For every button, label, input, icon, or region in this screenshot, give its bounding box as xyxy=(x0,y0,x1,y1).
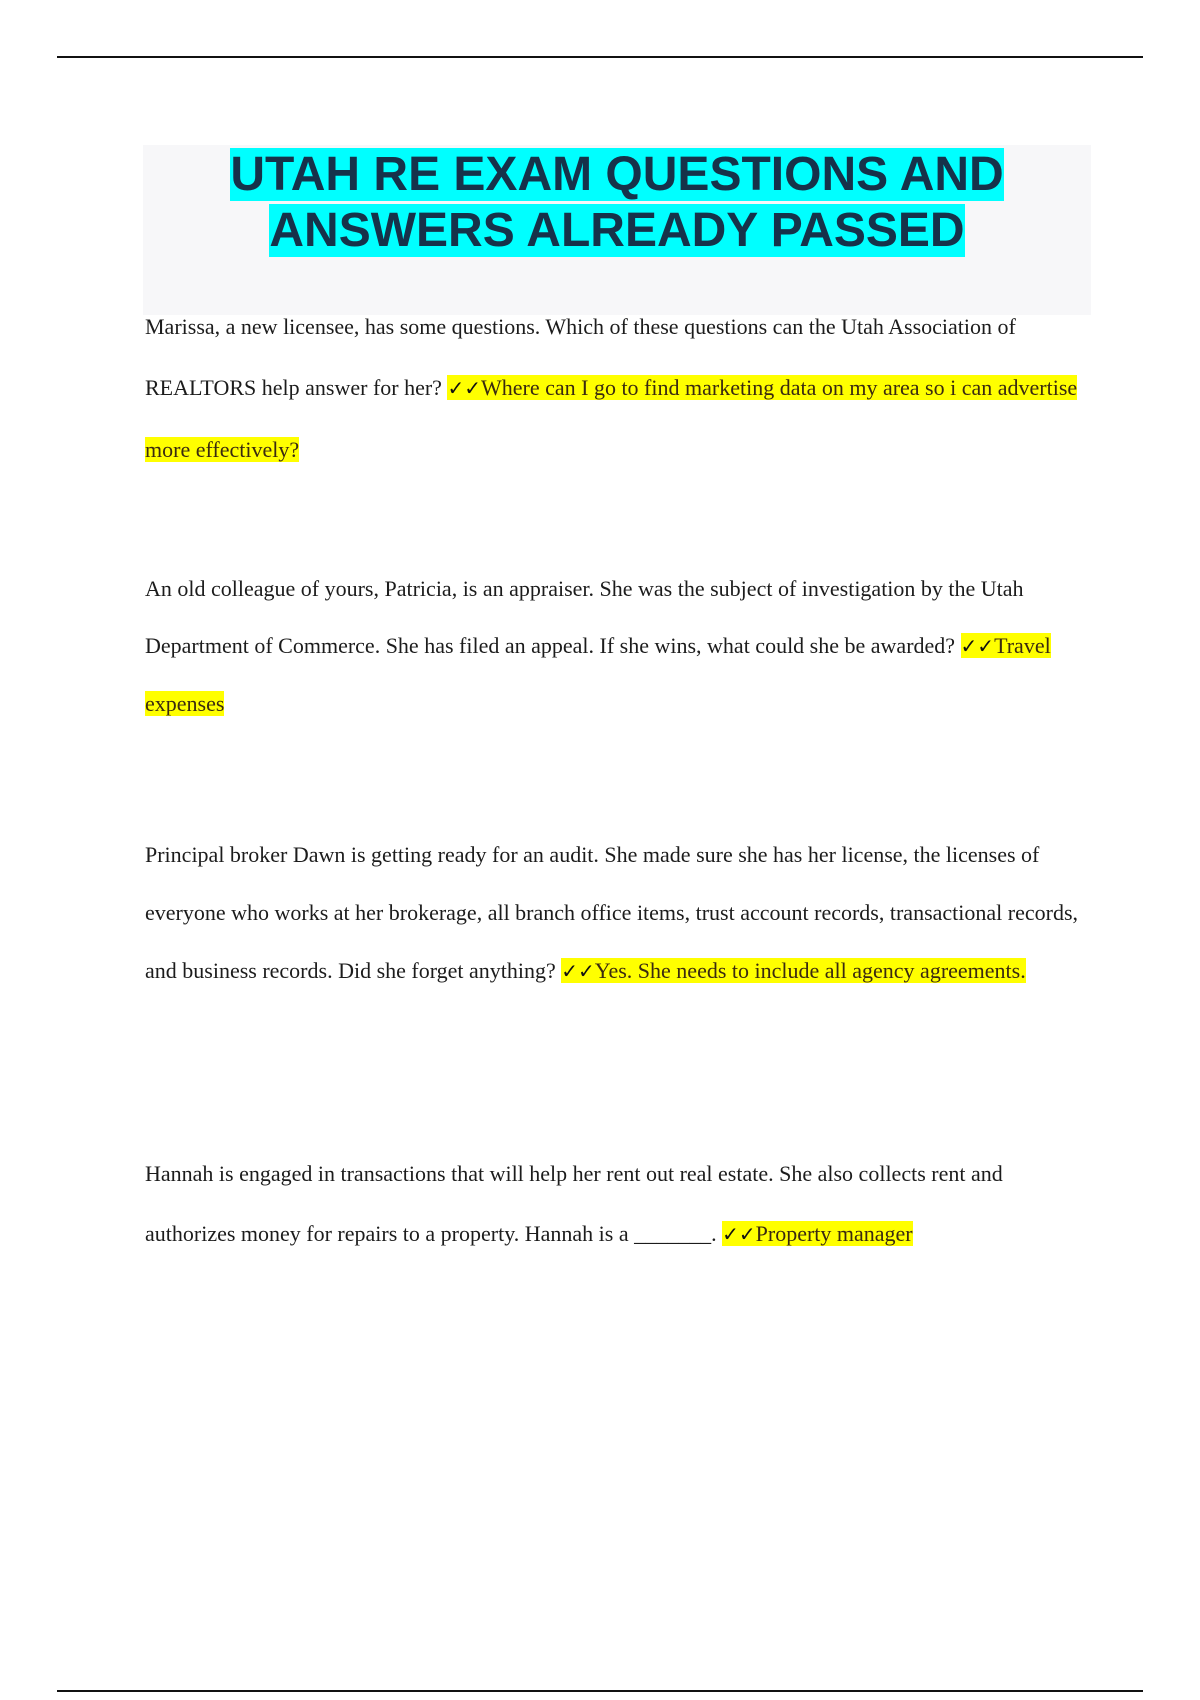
question-text: Marissa, a new licensee, has some questions. Which of these questions can the Utah Association of REALTORS help answer for her? xyxy=(145,314,1016,400)
qa-paragraph xyxy=(145,826,1095,1000)
double-check-icon: ✓✓ xyxy=(561,959,595,983)
answer-highlight xyxy=(722,1221,913,1246)
qa-item-4 xyxy=(145,1144,1095,1264)
qa-item-1 xyxy=(145,296,1095,480)
title-line-1: UTAH RE EXAM QUESTIONS AND xyxy=(230,148,1004,201)
title-line-2: ANSWERS ALREADY PASSED xyxy=(269,204,965,257)
answer-text: Yes. She needs to include all agency agreements. xyxy=(594,958,1026,983)
question-text: Principal broker Dawn is getting ready for an audit. She made sure she has her license, the licenses of everyone who works at her brokerage, all branch office items, trust account records, transactional records, and business records. Did she forget anything? xyxy=(145,842,1079,983)
document-title xyxy=(143,145,1091,259)
qa-paragraph xyxy=(145,560,1095,732)
qa-paragraph xyxy=(145,1144,1095,1264)
top-rule xyxy=(57,56,1143,58)
question-text: Hannah is engaged in transactions that will help her rent out real estate. She also collects rent and authorizes money for repairs to a property. Hannah is a _______. xyxy=(145,1161,1003,1246)
qa-paragraph xyxy=(145,296,1095,480)
question-text: An old colleague of yours, Patricia, is an appraiser. She was the subject of investigation by the Utah Department of Commerce. She has filed an appeal. If she wins, what could she be awarded? xyxy=(145,576,1024,658)
answer-text: Where can I go to find marketing data on my area so i can advertise more effectively? xyxy=(145,375,1078,462)
double-check-icon: ✓✓ xyxy=(960,634,995,658)
answer-highlight xyxy=(561,958,1025,983)
answer-text: Travel expenses xyxy=(145,633,1051,716)
bottom-rule xyxy=(57,1690,1143,1692)
double-check-icon: ✓✓ xyxy=(447,376,481,400)
qa-item-3 xyxy=(145,826,1095,1000)
answer-text: Property manager xyxy=(755,1221,913,1246)
double-check-icon: ✓✓ xyxy=(722,1222,756,1246)
title-block xyxy=(143,145,1091,315)
qa-item-2 xyxy=(145,560,1095,732)
